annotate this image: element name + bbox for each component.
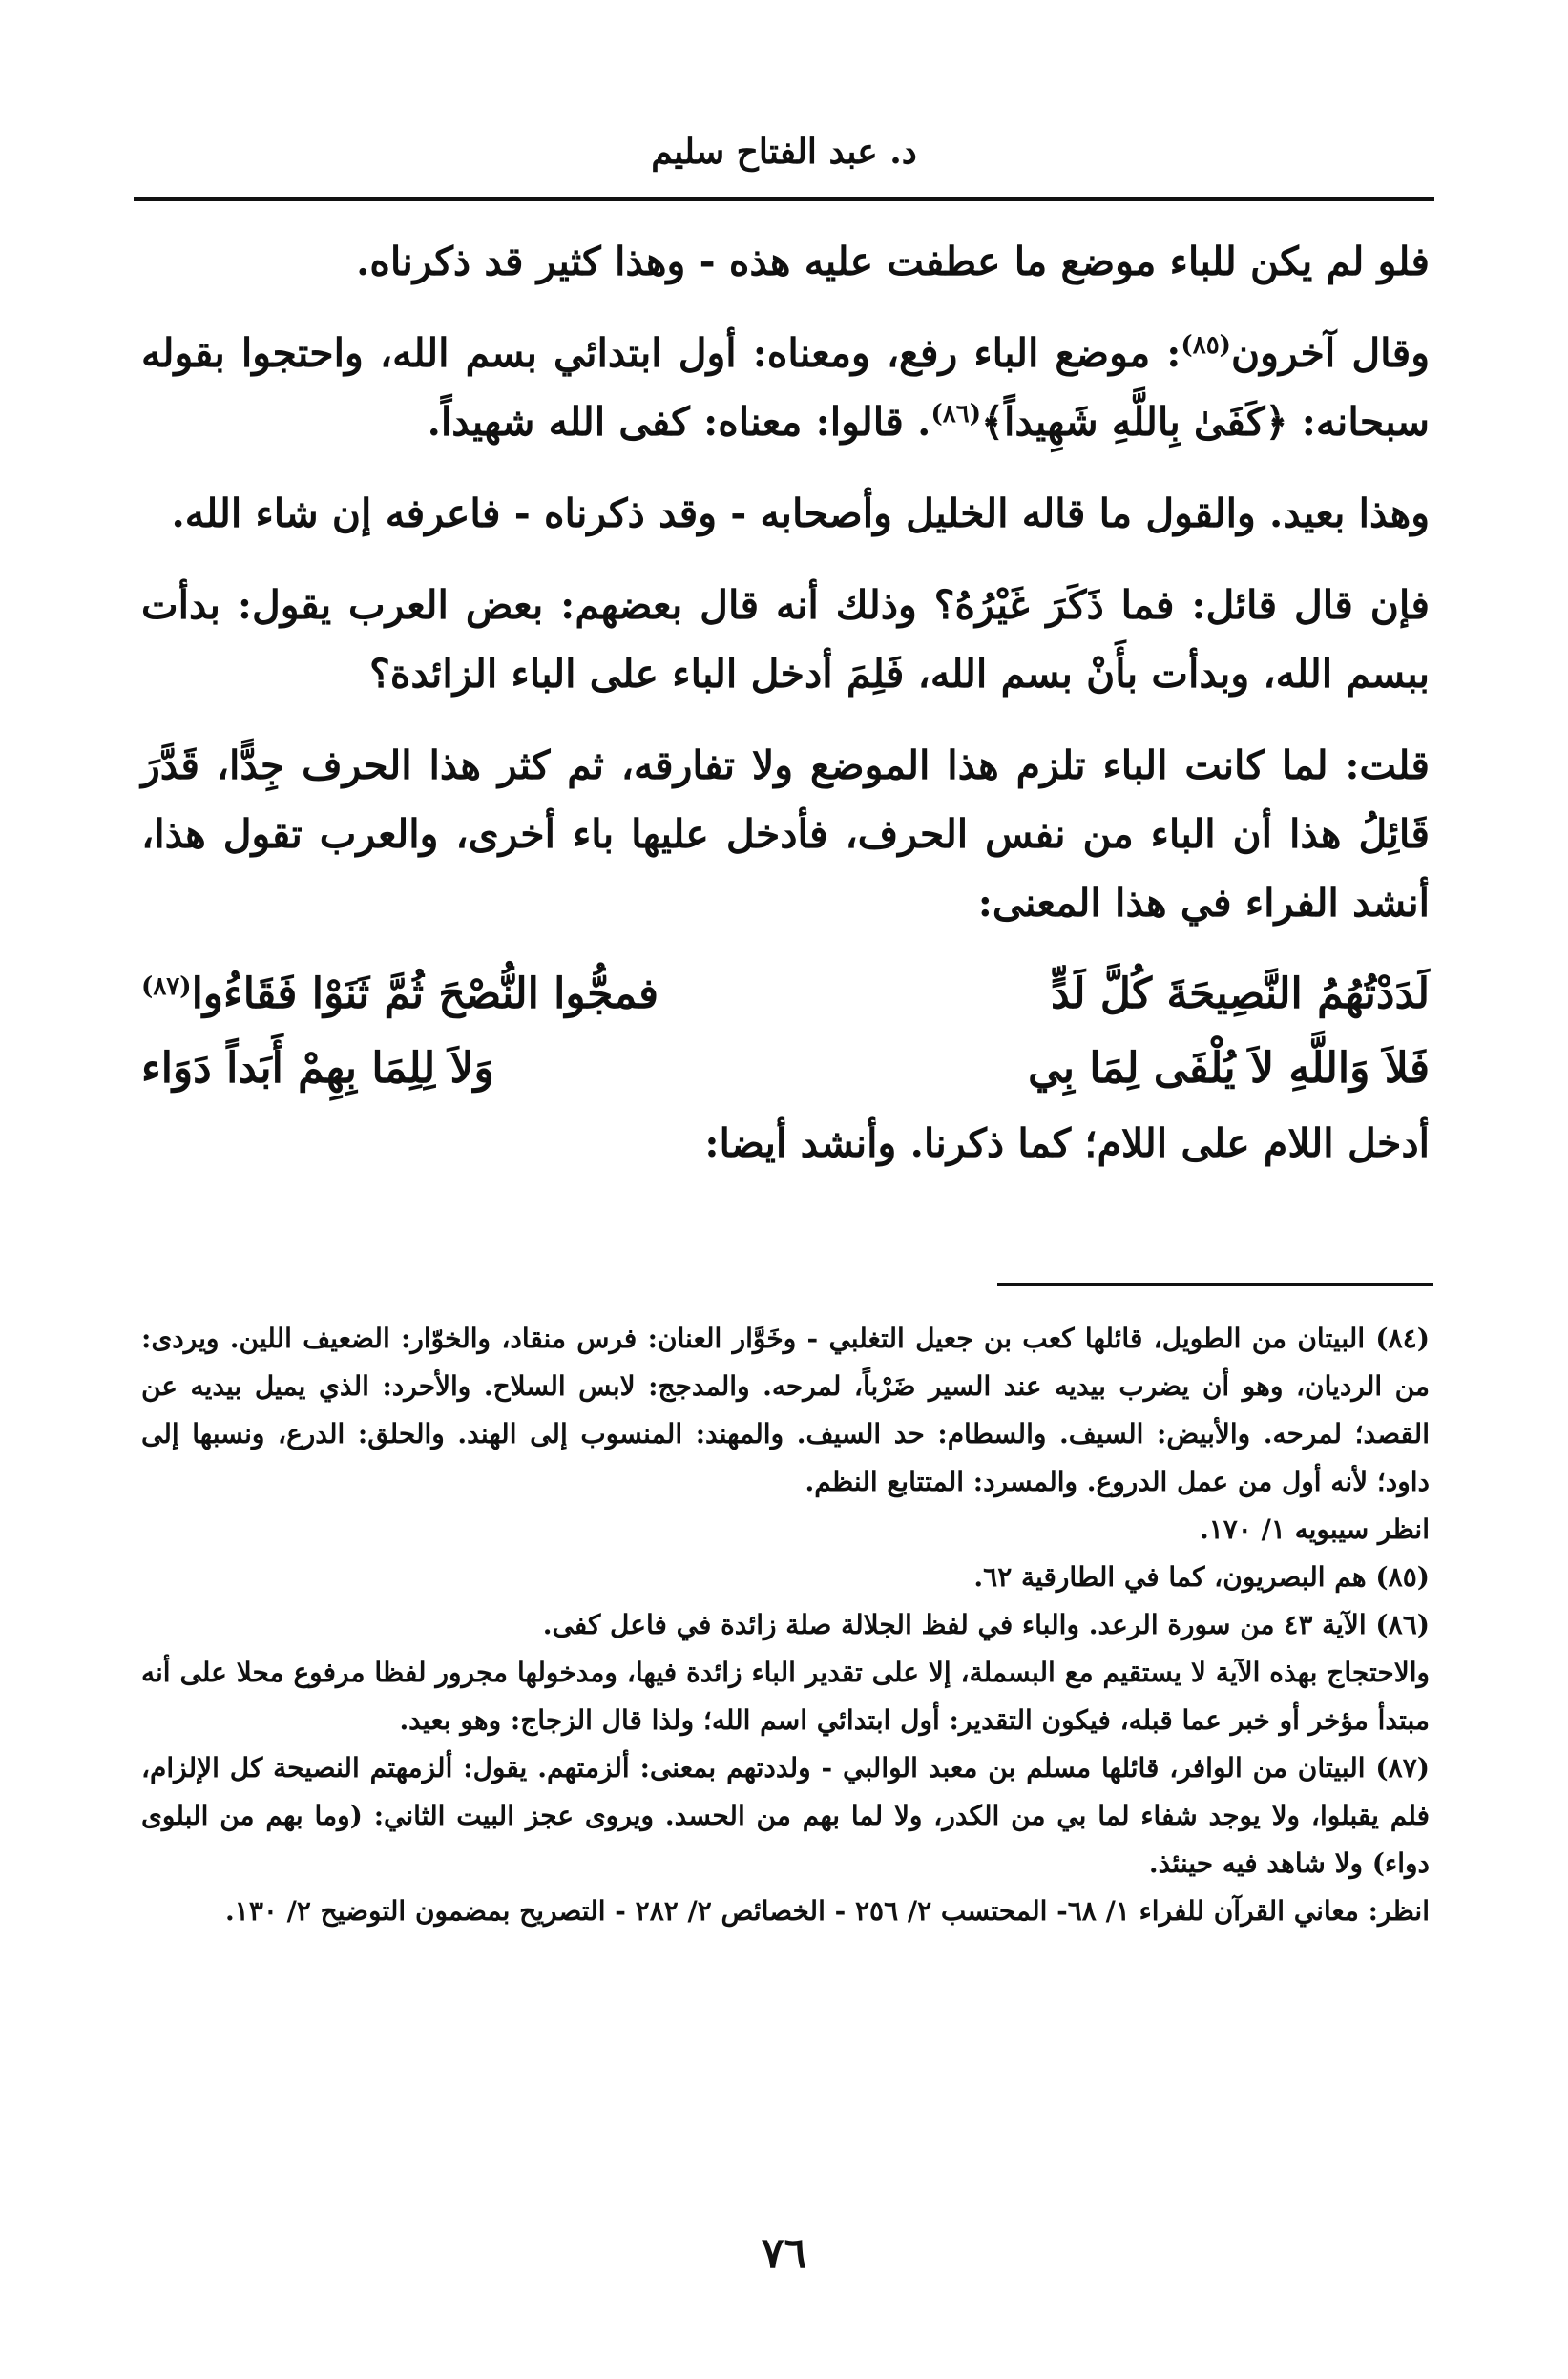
- verse-1-second-hemistich: [141, 960, 659, 1029]
- verse-2-second-hemistich: وَلاَ لِلِمَا بِهِمْ أَبَداً دَوَاء: [141, 1044, 494, 1093]
- verse-line-1: [141, 960, 1430, 1034]
- header-rule: [134, 197, 1434, 201]
- paragraph-5: قلت: لما كانت الباء تلزم هذا الموضع ولا تفارقه، ثم كثر هذا الحرف جِدًّا، قَدَّرَ قَائِلُ هذا أن الباء من نفس الحرف، فأدخل عليها باء أخرى، والعرب تقول هذا، أنشد الفراء في هذا المعنى:: [141, 742, 1430, 926]
- footnote-84-source: انظر سيبويه ١/ ١٧٠.: [1199, 1513, 1430, 1545]
- paragraph-4: فإن قال قائل: فما ذَكَرَ غَيْرُهُ؟ وذلك أنه قال بعضهم: بعض العرب يقول: بدأت ببسم الله، وبدأت بأَنْ بسم الله، فَلِمَ أدخل الباء على الباء الزائدة؟: [141, 582, 1430, 697]
- paragraph-3: وهذا بعيد. والقول ما قاله الخليل وأصحابه - وقد ذكرناه - فاعرفه إن شاء الله.: [171, 490, 1430, 536]
- verse-2-first-hemistich: فَلاَ وَاللَّهِ لاَ يُلْفَى لِمَا بِي: [1028, 1044, 1430, 1093]
- footnote-84: (٨٤) البيتان من الطويل، قائلها كعب بن جعيل التغلبي - وخَوَّار العنان: فرس منقاد، والخوّار: الضعيف اللين. ويردى: من الرديان، وهو أن يضرب بيديه عند السير ضَرْباً، لمرحه. والمدجج: لابس السلاح. والأحرد: الذي يميل بيديه عن القصد؛ لمرحه. والأبيض: السيف. والسطام: حد السيف. والمهند: المنسوب إلى الهند. والحلق: الدرع، ونسبها إلى داود؛ لأنه أول من عمل الدروع. والمسرد: المتتابع النظم.: [141, 1323, 1430, 1497]
- footnote-87: (٨٧) البيتان من الوافر، قائلها مسلم بن معبد الوالبي - ولددتهم بمعنى: ألزمتهم. يقول: ألزمهتم النصيحة كل الإلزام، فلم يقبلوا، ولا يوجد شفاء لما بي من الكدر، ولا لما بهم من الحسد. ويروى عجز البيت الثاني: (وما بهم من البلوى دواء) ولا شاهد فيه حينئذ.: [141, 1752, 1430, 1879]
- footnote-ref-85: (٨٥): [1181, 331, 1231, 360]
- verse-line-2: [141, 1034, 1430, 1109]
- footnote-ref-86: (٨٦): [930, 400, 981, 428]
- footnote-rule: [997, 1283, 1433, 1286]
- paragraph-6: أدخل اللام على اللام؛ كما ذكرنا. وأنشد أيضا:: [704, 1120, 1430, 1166]
- footnote-ref-87: (٨٧): [141, 972, 192, 1001]
- paragraph-2-quote: : موضع الباء رفع، ومعناه: أول ابتدائي بسم الله، واحتجوا بقوله سبحانه: ﴿كَفَىٰ بِاللَّهِ شَهِيداً﴾: [141, 330, 1430, 445]
- paragraph-2-tail: . قالوا: معناه: كفى الله شهيداً.: [427, 399, 931, 445]
- paragraph-2: [141, 319, 1430, 456]
- main-text: [141, 227, 1430, 1200]
- footnotes: [141, 1315, 1430, 1935]
- footnote-87-source: انظر: معاني القرآن للفراء ١/ ٦٨- المحتسب ٢/ ٢٥٦ - الخصائص ٢/ ٢٨٢ - التصريح بمضمون التوضيح ٢/ ١٣٠.: [225, 1895, 1430, 1927]
- verse-1-second-text: فمجُّوا النُّصْحَ ثُمَّ ثَنَوْا فَقَاءُوا: [191, 970, 659, 1018]
- paragraph-2-lead: وقال آخرون: [1230, 330, 1430, 376]
- footnote-86-note: والاحتجاج بهذه الآية لا يستقيم مع البسملة، إلا على تقدير الباء زائدة فيها، ومدخولها مجرور لفظا مرفوع محلا على أنه مبتدأ مؤخر أو خبر عما قبله، فيكون التقدير: أول ابتدائي اسم الله؛ ولذا قال الزجاج: وهو بعيد.: [141, 1657, 1430, 1736]
- footnote-85: (٨٥) هم البصريون، كما في الطارقية ٦٢.: [973, 1561, 1430, 1593]
- verse-1-first-hemistich: لَدَدْتُهُمُ النَّصِيحَةَ كُلَّ لَدٍّ: [1051, 970, 1430, 1018]
- footnote-86: (٨٦) الآية ٤٣ من سورة الرعد. والباء في لفظ الجلالة صلة زائدة في فاعل كفى.: [542, 1609, 1430, 1640]
- paragraph-1: فلو لم يكن للباء موضع ما عطفت عليه هذه - وهذا كثير قد ذكرناه.: [356, 239, 1430, 284]
- running-head: د. عبد الفتاح سليم: [651, 132, 917, 172]
- page-number: ٧٦: [761, 2229, 807, 2278]
